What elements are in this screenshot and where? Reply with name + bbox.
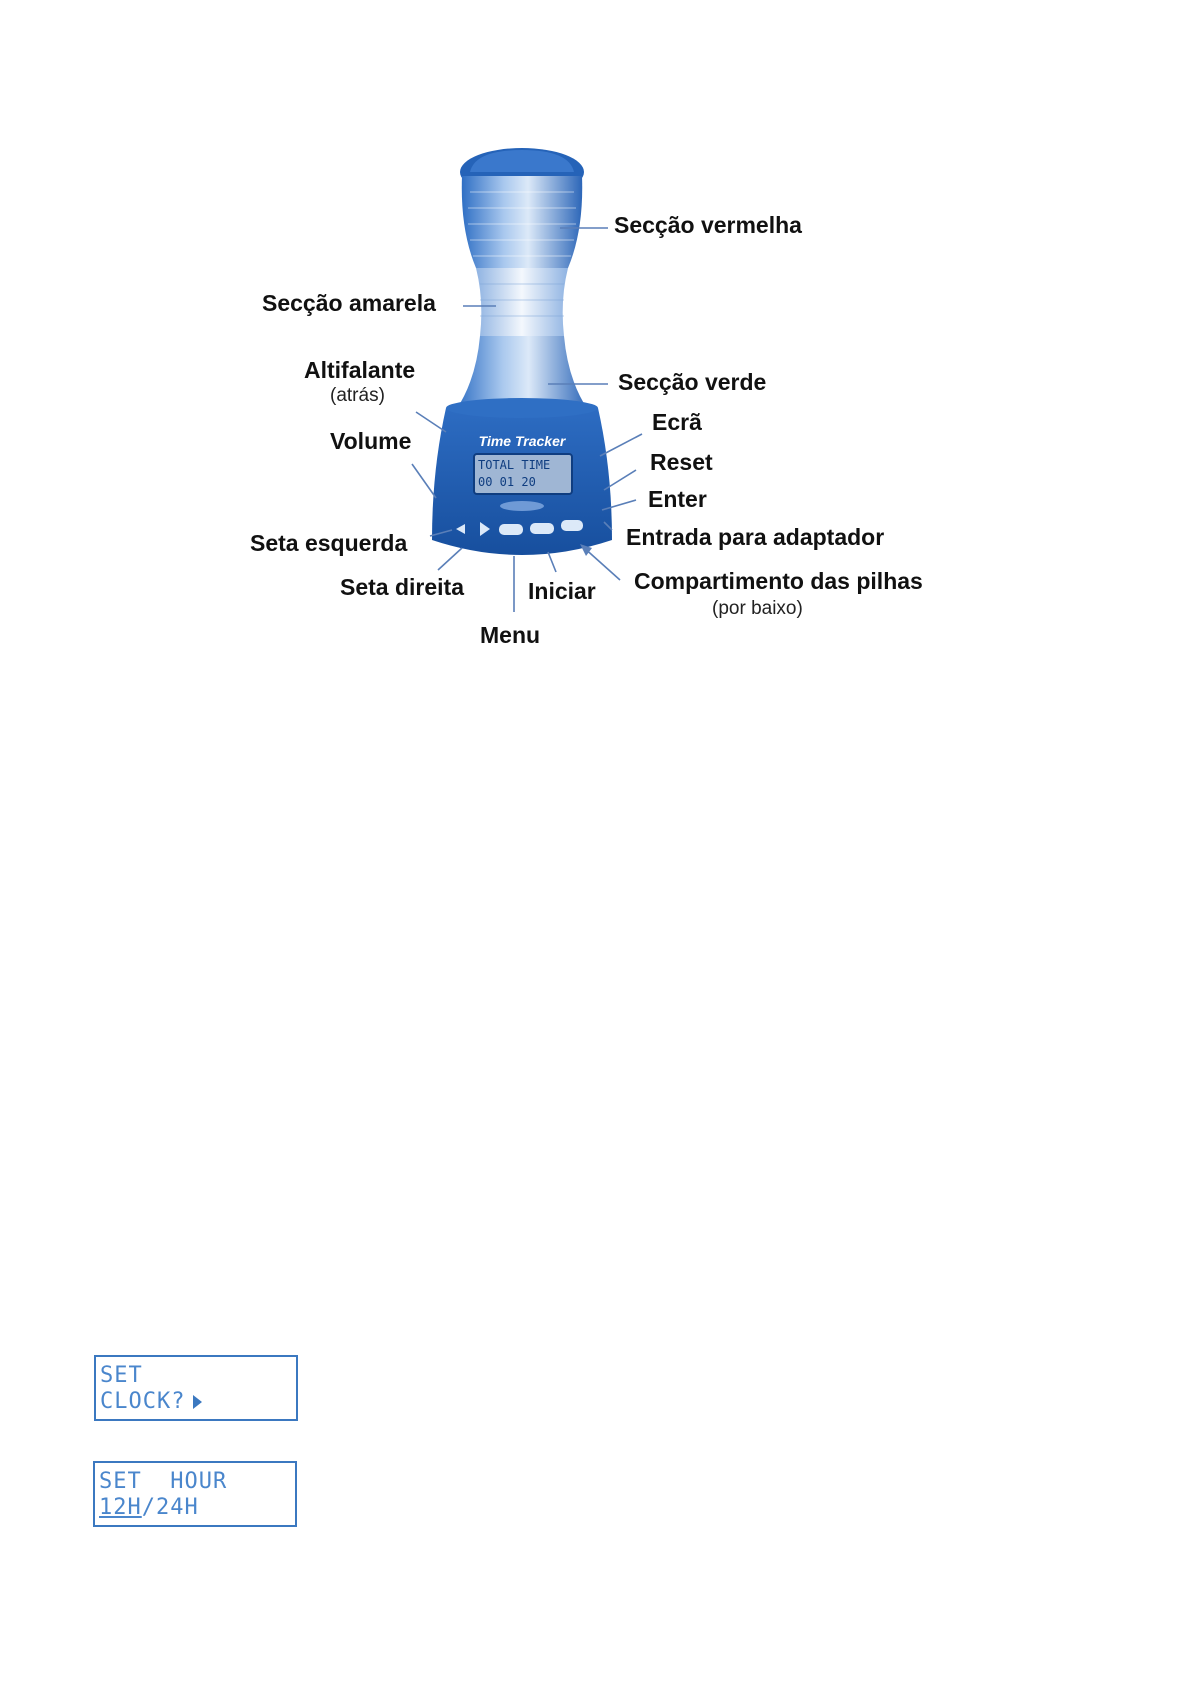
leader-start	[548, 552, 556, 572]
red-section-shape	[462, 176, 582, 268]
label-speaker-note: (atrás)	[330, 385, 385, 406]
lcd-text: CLOCK?	[100, 1389, 186, 1414]
lcd-selected-option: 12H	[99, 1495, 142, 1520]
label-start: Iniciar	[528, 578, 596, 604]
device-screen-line2: 00 01 20	[478, 475, 536, 489]
label-speaker: Altifalante	[304, 357, 416, 383]
lcd-line-2	[99, 1495, 199, 1520]
label-right-arrow: Seta direita	[340, 574, 464, 600]
leader-right-arrow	[438, 548, 462, 570]
label-green-section: Secção verde	[618, 369, 767, 395]
label-menu: Menu	[480, 622, 541, 648]
label-volume: Volume	[330, 428, 412, 454]
label-red-section: Secção vermelha	[614, 212, 802, 238]
start-button	[530, 523, 554, 534]
device-brand-label: Time Tracker	[478, 433, 566, 449]
lcd-line-2	[100, 1389, 202, 1414]
device-logo-icon	[500, 501, 544, 511]
menu-button	[499, 524, 523, 535]
label-battery-note: (por baixo)	[712, 598, 803, 619]
label-screen: Ecrã	[652, 409, 702, 435]
label-adapter-input: Entrada para adaptador	[626, 524, 885, 550]
leader-volume	[412, 464, 436, 498]
lcd-line-1: SET HOUR	[99, 1469, 228, 1494]
lcd-line-1: SET	[100, 1363, 143, 1388]
enter-reset-button	[561, 520, 583, 531]
device-screen-line1: TOTAL TIME	[478, 458, 551, 472]
label-enter: Enter	[648, 486, 707, 512]
leader-screen	[600, 434, 642, 456]
label-left-arrow: Seta esquerda	[250, 530, 408, 556]
lcd-panel-set-hour	[93, 1461, 297, 1527]
lcd-text: /24H	[141, 1495, 199, 1520]
lcd-panel-set-clock	[94, 1355, 298, 1421]
play-triangle-icon	[193, 1395, 202, 1409]
label-yellow-section: Secção amarela	[262, 290, 436, 316]
yellow-section-shape	[476, 268, 568, 336]
label-battery: Compartimento das pilhas	[634, 568, 923, 594]
label-reset: Reset	[650, 449, 713, 475]
leader-speaker	[416, 412, 446, 432]
